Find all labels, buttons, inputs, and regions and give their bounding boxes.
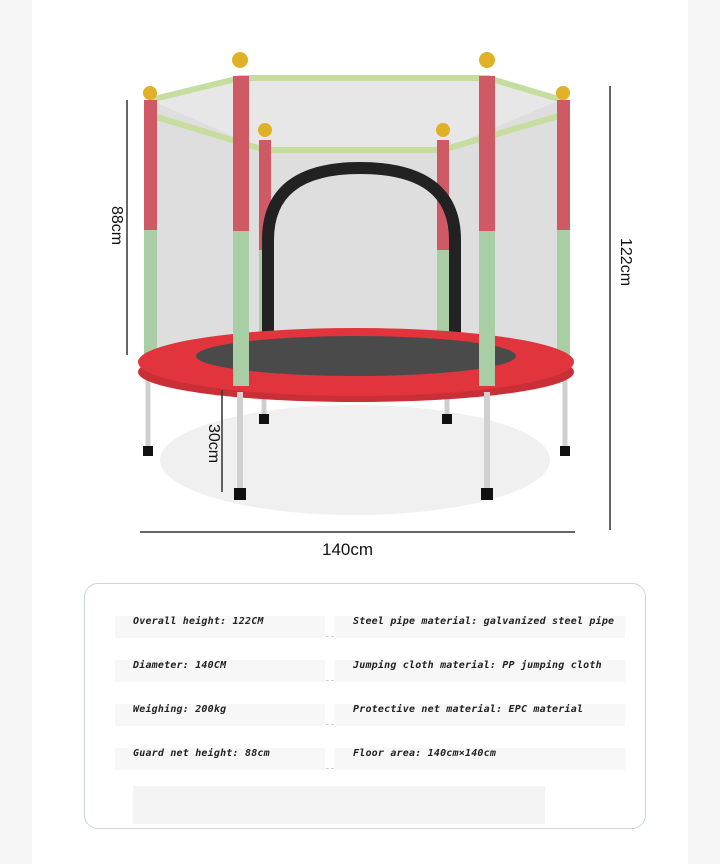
foot-back-right	[560, 446, 570, 456]
spec-card	[84, 583, 646, 829]
spec-row	[115, 660, 615, 681]
spec-row	[115, 616, 615, 637]
spec-row	[115, 704, 615, 725]
foot-mid-left	[259, 414, 269, 424]
cap-mid-left	[258, 123, 272, 137]
overall-height-label: 122cm	[617, 238, 634, 287]
cap-back-right	[556, 86, 570, 100]
spec-overall-height: Overall height: 122CM	[133, 616, 264, 627]
post-front-left-red	[233, 76, 249, 231]
spec-diameter: Diameter: 140CM	[133, 660, 227, 671]
net-height-label: 88cm	[108, 206, 125, 246]
foot-back-left	[143, 446, 153, 456]
foot-mid-right	[442, 414, 452, 424]
cap-mid-right	[436, 123, 450, 137]
post-back-left-red	[144, 100, 157, 230]
spec-net-material: Protective net material: EPC material	[353, 704, 584, 715]
spec-floor-area: Floor area: 140cm×140cm	[353, 748, 497, 759]
cap-front-left	[232, 52, 248, 68]
post-back-right-red	[557, 100, 570, 230]
spec-weighing: Weighing: 200kg	[133, 704, 227, 715]
foot-front-left	[234, 488, 246, 500]
spec-cloth-material: Jumping cloth material: PP jumping cloth	[353, 660, 602, 671]
post-front-right-green	[479, 231, 495, 386]
spec-pipe-material: Steel pipe material: galvanized steel pipe	[353, 616, 615, 627]
post-front-left-green	[233, 231, 249, 386]
spec-row	[115, 748, 615, 769]
cap-back-left	[143, 86, 157, 100]
cap-front-right	[479, 52, 495, 68]
diameter-label: 140cm	[322, 540, 374, 559]
post-back-right-green	[557, 230, 570, 370]
post-front-right-red	[479, 76, 495, 231]
spec-footer-box	[133, 786, 545, 824]
leg-height-label: 30cm	[205, 424, 222, 464]
foot-front-right	[481, 488, 493, 500]
spec-guard-net-height: Guard net height: 88cm	[133, 748, 270, 759]
